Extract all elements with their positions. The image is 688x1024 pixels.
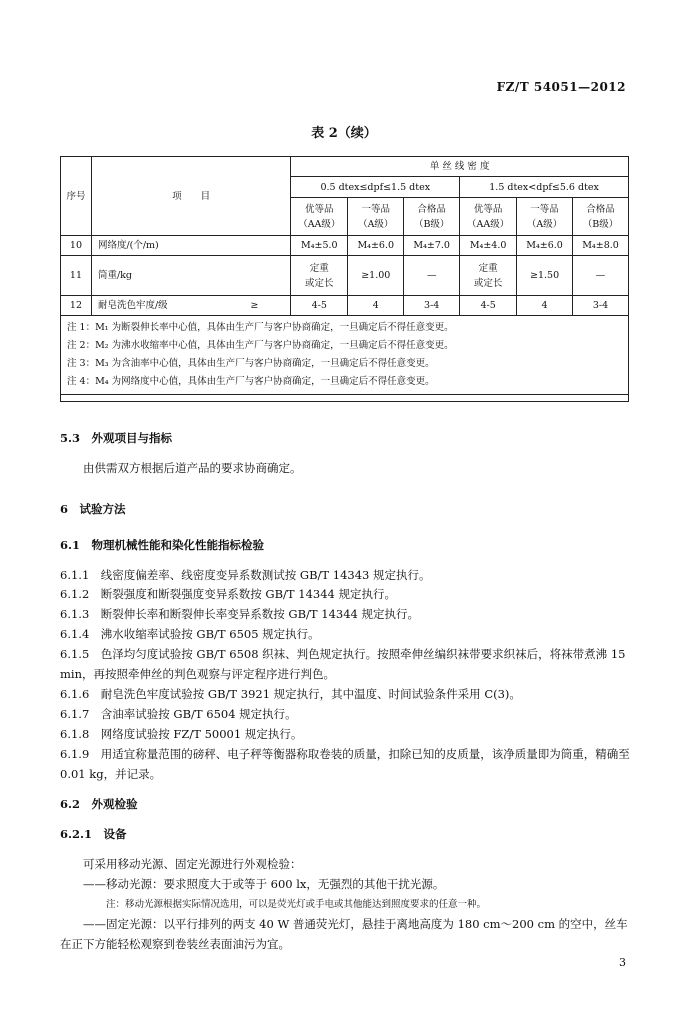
clause-6-1-8: 6.1.8 网络度试验按 FZ/T 50001 规定执行。 bbox=[60, 727, 303, 741]
value-cell: 4-5 bbox=[291, 296, 348, 316]
value-cell: 定重 或定长 bbox=[291, 256, 348, 296]
row-item: 筒重/kg bbox=[91, 256, 290, 296]
table-notes bbox=[61, 316, 629, 395]
clause-6-1-9: 6.1.9 用适宜称量范围的磅秤、电子秤等衡器称取卷装的质量，扣除已知的皮质量，该净质量即为筒重，精确至 0.01 kg，并记录。 bbox=[60, 747, 630, 781]
note-2: 注 2：M₂ 为沸水收缩率中心值，具体由生产厂与客户协商确定，一旦确定后不得任意变更。 bbox=[67, 340, 454, 351]
grade-cell: 合格品 （B级） bbox=[573, 198, 629, 236]
value-cell: ≥1.00 bbox=[348, 256, 404, 296]
clause-6-1-6: 6.1.6 耐皂洗色牢度试验按 GB/T 3921 规定执行，其中温度、时间试验条件采用 C(3)。 bbox=[60, 687, 521, 701]
section-6-1-heading: 6.1 物理机械性能和染化性能指标检验 bbox=[60, 538, 265, 552]
row-item: 网络度/(个/m) bbox=[91, 236, 290, 256]
value-cell: 4 bbox=[348, 296, 404, 316]
clause-6-1-1: 6.1.1 线密度偏差率、线密度变异系数测试按 GB/T 14343 规定执行。 bbox=[60, 568, 431, 582]
grade-cell: 合格品 （B级） bbox=[404, 198, 460, 236]
clause-6-1-3: 6.1.3 断裂伸长率和断裂伸长率变异系数按 GB/T 14344 规定执行。 bbox=[60, 607, 419, 621]
standard-code: FZ/T 54051—2012 bbox=[496, 80, 626, 94]
row-item bbox=[91, 296, 290, 316]
row-item-symbol: ≥ bbox=[250, 300, 259, 311]
value-cell: ≥1.50 bbox=[517, 256, 573, 296]
indicator-table bbox=[60, 156, 629, 395]
note-4: 注 4：M₄ 为网络度中心值，具体由生产厂与客户协商确定，一旦确定后不得任意变更。 bbox=[67, 376, 435, 387]
value-cell: 4-5 bbox=[460, 296, 517, 316]
header-item: 项 目 bbox=[91, 157, 290, 236]
section-5-3-text: 由供需双方根据后道产品的要求协商确定。 bbox=[83, 461, 302, 475]
clause-6-1-7: 6.1.7 含油率试验按 GB/T 6504 规定执行。 bbox=[60, 707, 297, 721]
value-cell: 4 bbox=[517, 296, 573, 316]
header-range-2: 1.5 dtex<dpf≤5.6 dtex bbox=[460, 177, 629, 198]
row-seq: 12 bbox=[61, 296, 92, 316]
equipment-intro: 可采用移动光源、固定光源进行外观检验： bbox=[83, 857, 302, 871]
table-row bbox=[61, 256, 629, 296]
mobile-light-note: 注：移动光源根据实际情况选用，可以是荧光灯或手电或其他能达到照度要求的任意一种。 bbox=[106, 899, 487, 910]
row-item-label: 耐皂洗色牢度/级 bbox=[97, 300, 168, 311]
value-cell: 3-4 bbox=[573, 296, 629, 316]
value-cell: 定重 或定长 bbox=[460, 256, 517, 296]
clause-6-1-5: 6.1.5 色泽均匀度试验按 GB/T 6508 织袜、判色规定执行。按照牵伸丝编织袜带要求织袜后，将袜带煮沸 15 min，再按照牵伸丝的判色观察与评定程序进行判色。 bbox=[60, 647, 626, 681]
header-seq: 序号 bbox=[61, 157, 92, 236]
clause-6-1-2: 6.1.2 断裂强度和断裂强度变异系数按 GB/T 14344 规定执行。 bbox=[60, 587, 396, 601]
grade-cell: 一等品 （A级） bbox=[517, 198, 573, 236]
grade-cell: 优等品 （AA级） bbox=[291, 198, 348, 236]
value-cell: M₄±8.0 bbox=[573, 236, 629, 256]
table-row bbox=[61, 236, 629, 256]
value-cell: 3-4 bbox=[404, 296, 460, 316]
table-notes-row bbox=[61, 316, 629, 395]
value-cell: M₄±7.0 bbox=[404, 236, 460, 256]
mobile-light-item: ——移动光源：要求照度大于或等于 600 lx，无强烈的其他干扰光源。 bbox=[83, 877, 445, 891]
grade-cell: 优等品 （AA级） bbox=[460, 198, 517, 236]
section-6-2-heading: 6.2 外观检验 bbox=[60, 797, 138, 811]
value-cell: M₄±5.0 bbox=[291, 236, 348, 256]
value-cell: M₄±6.0 bbox=[517, 236, 573, 256]
row-seq: 11 bbox=[61, 256, 92, 296]
fixed-light-item: ——固定光源：以平行排列的两支 40 W 普通荧光灯，悬挂于离地高度为 180 cm～200 cm 的空中，丝车在正下方能轻松观察到卷装丝表面油污为宜。 bbox=[60, 917, 628, 951]
page-number: 3 bbox=[619, 956, 626, 969]
table-caption: 表 2（续） bbox=[311, 126, 377, 141]
header-group: 单 丝 线 密 度 bbox=[291, 157, 629, 177]
grade-cell: 一等品 （A级） bbox=[348, 198, 404, 236]
value-cell: M₄±4.0 bbox=[460, 236, 517, 256]
note-3: 注 3：M₃ 为含油率中心值，具体由生产厂与客户协商确定，一旦确定后不得任意变更。 bbox=[67, 358, 435, 369]
table-row bbox=[61, 296, 629, 316]
section-6-heading: 6 试验方法 bbox=[60, 502, 126, 516]
value-cell: — bbox=[404, 256, 460, 296]
value-cell: M₄±6.0 bbox=[348, 236, 404, 256]
note-1: 注 1：M₁ 为断裂伸长率中心值，具体由生产厂与客户协商确定，一旦确定后不得任意变更。 bbox=[67, 322, 454, 333]
section-5-3-heading: 5.3 外观项目与指标 bbox=[60, 431, 173, 445]
section-6-2-1-heading: 6.2.1 设备 bbox=[60, 827, 127, 841]
row-seq: 10 bbox=[61, 236, 92, 256]
clause-6-1-4: 6.1.4 沸水收缩率试验按 GB/T 6505 规定执行。 bbox=[60, 627, 320, 641]
value-cell: — bbox=[573, 256, 629, 296]
header-range-1: 0.5 dtex≤dpf≤1.5 dtex bbox=[291, 177, 460, 198]
